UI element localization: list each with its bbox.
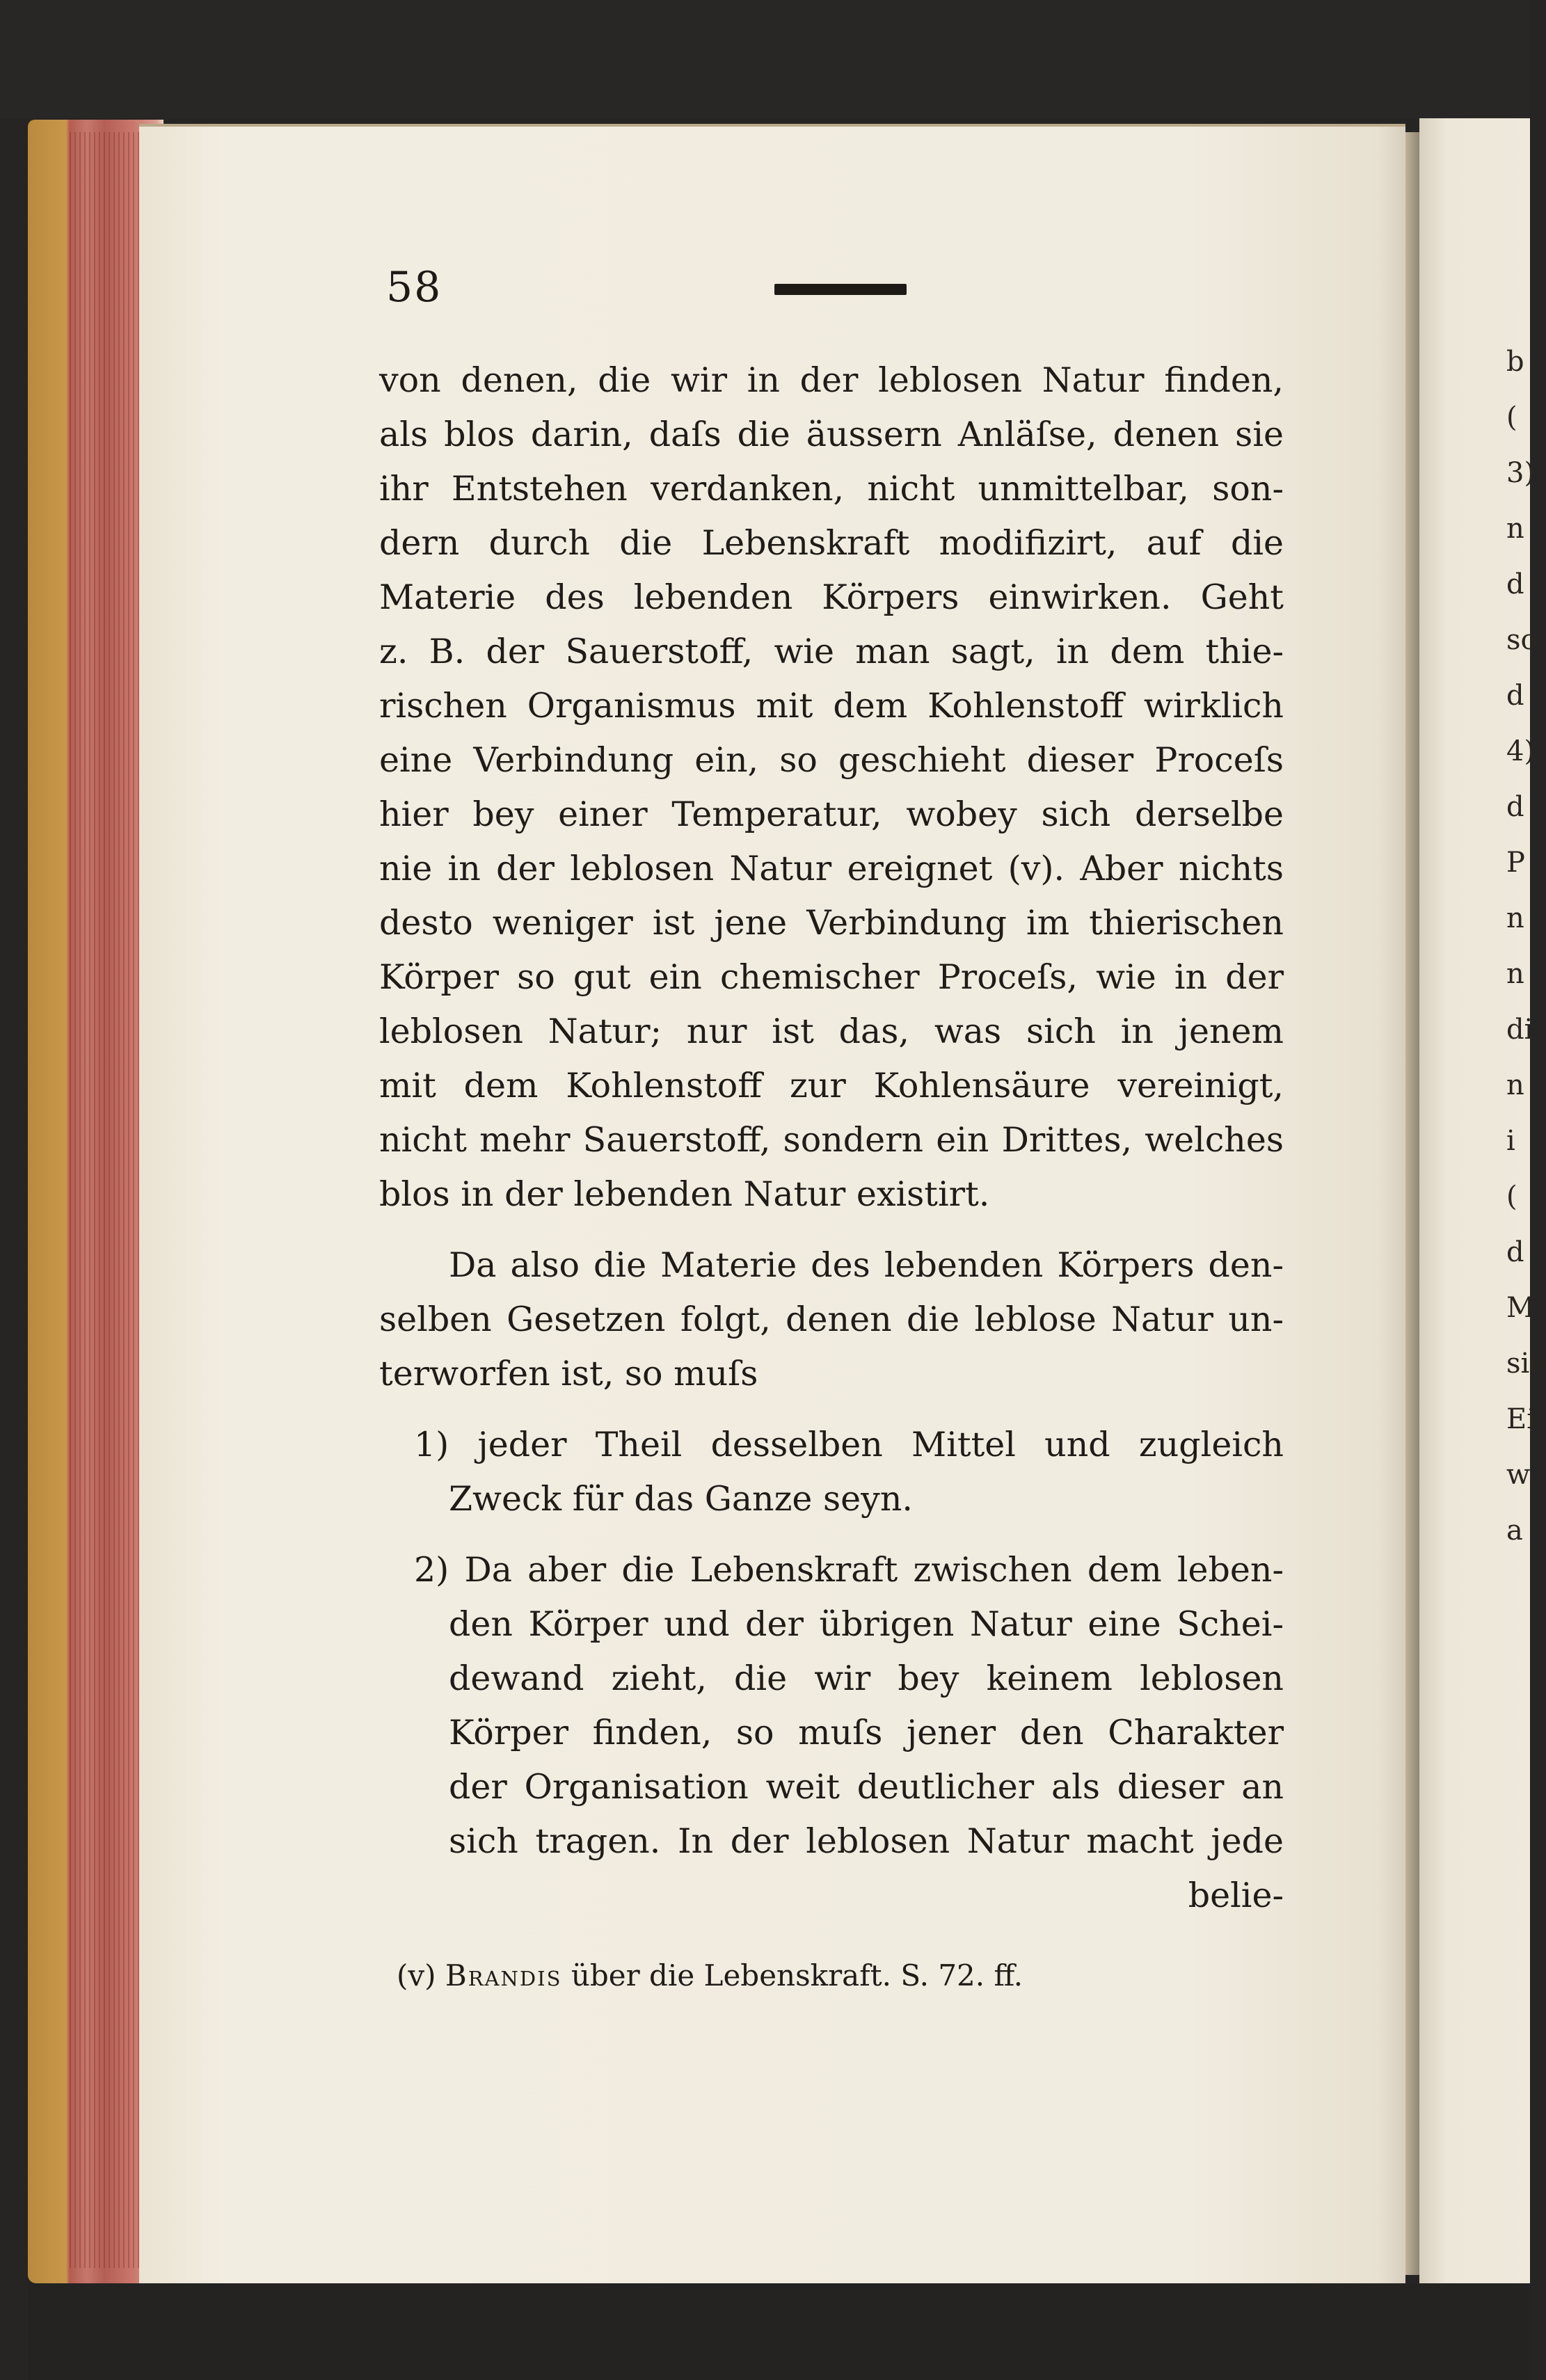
text-line: blos in der lebenden Natur existirt. (379, 1174, 990, 1214)
facing-fragment: 3) (1506, 457, 1536, 489)
page-number: 58 (386, 263, 443, 312)
text-line: Da also die Materie des lebenden Körpers den- (449, 1245, 1284, 1285)
text-line: eine Verbindung ein, so geschieht dieser Proceſs (379, 740, 1284, 780)
facing-fragment: Ei (1506, 1403, 1536, 1435)
text-line: desto weniger ist jene Verbindung im thierischen (379, 903, 1284, 943)
facing-fragment: ( (1506, 401, 1517, 433)
paragraph-gap (379, 1401, 1284, 1418)
background (0, 0, 1530, 118)
facing-fragment: n (1506, 1069, 1524, 1101)
facing-fragment: P (1506, 847, 1525, 879)
text-line: Materie des lebenden Körpers einwirken. Geht (379, 577, 1284, 617)
header-rule (774, 284, 907, 295)
footnote-author: Brandis (445, 1958, 562, 1992)
list-item-line: 2) Da aber die Lebenskraft zwischen dem leben- (414, 1550, 1284, 1590)
text-line: mit dem Kohlenstoff zur Kohlensäure vereinigt, (379, 1066, 1284, 1105)
facing-fragment: ( (1506, 1181, 1517, 1213)
text-line: selben Gesetzen folgt, denen die leblose Natur un- (379, 1300, 1284, 1339)
facing-fragment: n (1506, 513, 1524, 545)
facing-fragment: M (1506, 1292, 1535, 1324)
list-item-line: dewand zieht, die wir bey keinem leblosen (449, 1659, 1284, 1698)
text-line: hier bey einer Temperatur, wobey sich derselbe (379, 794, 1284, 834)
facing-fragment: d (1506, 1236, 1524, 1268)
footnote (397, 1958, 1023, 1992)
facing-fragment: d (1506, 680, 1524, 712)
footnote-text: über die Lebenskraft. S. 72. ff. (571, 1958, 1023, 1992)
catchword: belie- (1188, 1876, 1284, 1915)
text-line: ihr Entstehen verdanken, nicht unmittelbar, son- (379, 469, 1284, 509)
facing-fragment: so (1506, 624, 1538, 656)
facing-fragment: a (1506, 1515, 1523, 1547)
text-line: dern durch die Lebenskraft modifizirt, auf die (379, 523, 1284, 563)
page-edge-texture (70, 132, 146, 2268)
facing-fragment: 4) (1506, 735, 1536, 767)
text-line: rischen Organismus mit dem Kohlenstoff wirklich (379, 686, 1284, 726)
facing-fragment: w (1506, 1459, 1531, 1491)
body-text (379, 353, 1284, 1923)
text-line: nicht mehr Sauerstoff, sondern ein Drittes, welches (379, 1120, 1284, 1160)
facing-fragment: d (1506, 568, 1524, 600)
list-item-line: Körper finden, so muſs jener den Charakter (449, 1713, 1284, 1752)
list-item-line: 1) jeder Theil desselben Mittel und zugleich (414, 1425, 1284, 1464)
text-line: leblosen Natur; nur ist das, was sich in jenem (379, 1012, 1284, 1051)
list-item-line: den Körper und der übrigen Natur eine Schei- (449, 1604, 1284, 1644)
footnote-label: (v) (397, 1958, 436, 1992)
background-bottom (28, 2283, 1530, 2380)
paragraph-gap (379, 1222, 1284, 1238)
list-item-line: Zweck für das Ganze seyn. (449, 1479, 913, 1519)
text-line: Körper so gut ein chemischer Proceſs, wie in der (379, 957, 1284, 997)
facing-fragment: n (1506, 902, 1524, 934)
facing-fragment: b (1506, 346, 1524, 378)
book-gutter (1405, 132, 1419, 2275)
facing-fragment: i (1506, 1125, 1515, 1157)
list-item-line: der Organisation weit deutlicher als dieser an (449, 1767, 1284, 1807)
text-line: nie in der leblosen Natur ereignet (v). Aber nichts (379, 849, 1284, 888)
text-line: als blos darin, daſs die äussern Anläſse, denen sie (379, 415, 1284, 454)
facing-fragment: d (1506, 791, 1524, 823)
paragraph-gap (379, 1526, 1284, 1543)
facing-fragment: sie (1506, 1348, 1546, 1380)
list-item-line: sich tragen. In der leblosen Natur macht jede (449, 1821, 1284, 1861)
text-line: von denen, die wir in der leblosen Natur finden, (379, 360, 1284, 400)
facing-page-text (1506, 334, 1546, 1558)
facing-fragment: di (1506, 1014, 1533, 1046)
facing-fragment: n (1506, 958, 1524, 990)
text-line: z. B. der Sauerstoff, wie man sagt, in dem thie- (379, 632, 1284, 671)
text-line: terworfen ist, so muſs (379, 1354, 758, 1393)
